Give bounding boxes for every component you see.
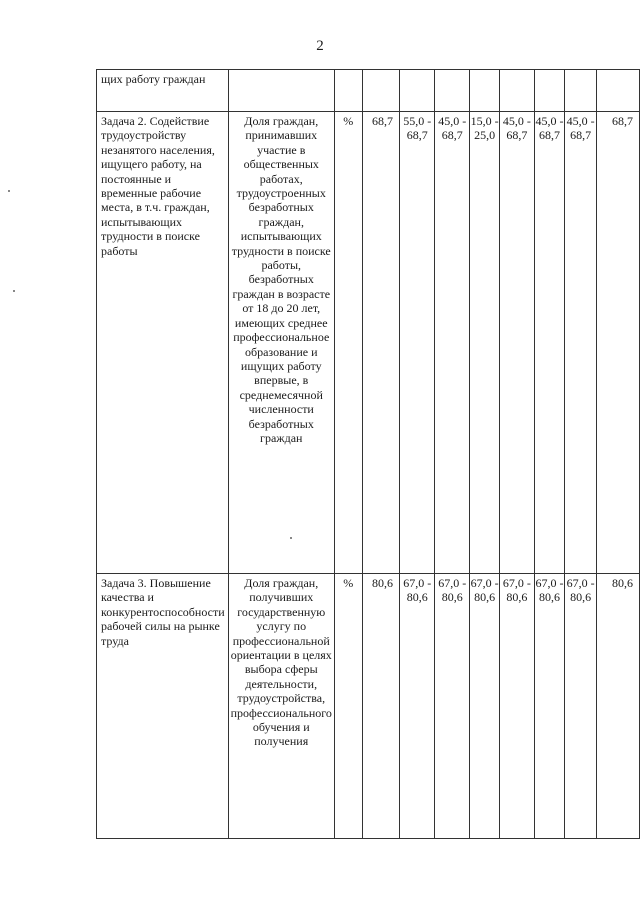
value-cell: 67,0 - 80,6: [565, 574, 597, 839]
scan-speck: [13, 290, 15, 292]
value-cell: 45,0 - 68,7: [435, 112, 470, 574]
value-cell: [362, 70, 400, 112]
value-cell: [596, 70, 639, 112]
value-cell: 67,0 - 80,6: [534, 574, 565, 839]
value-cell: [500, 70, 535, 112]
indicator-cell: Доля граждан, принимавших участие в общественных работах, трудоустроенных безработных граждан, испытывающих трудности в поиске работы, безработных граждан в возрасте от 18 до 20 лет, имеющих среднее профессиональное образование и ищущих работу впервые, в среднемесячной численности безработных граждан: [228, 112, 334, 574]
scan-speck: [8, 190, 10, 192]
value-cell: 67,0 - 80,6: [435, 574, 470, 839]
page-number: 2: [316, 38, 324, 54]
indicators-table: [96, 69, 640, 839]
value-cell: 67,0 - 80,6: [470, 574, 500, 839]
unit-cell: [334, 70, 362, 112]
value-cell: 80,6: [596, 574, 639, 839]
value-cell: 15,0 - 25,0: [470, 112, 500, 574]
scan-speck: [290, 537, 292, 539]
value-cell: 45,0 - 68,7: [565, 112, 597, 574]
value-cell: [565, 70, 597, 112]
table-row: [97, 70, 640, 112]
value-cell: 68,7: [362, 112, 400, 574]
task-cell: Задача 2. Содействие трудоустройству незанятого населения, ищущего работу, на постоянные и временные рабочие места, в т.ч. граждан, испытывающих трудности в поиске работы: [97, 112, 229, 574]
unit-cell: %: [334, 574, 362, 839]
task-cell: щих работу граждан: [97, 70, 229, 112]
value-cell: 68,7: [596, 112, 639, 574]
value-cell: 67,0 - 80,6: [500, 574, 535, 839]
value-cell: 55,0 - 68,7: [400, 112, 435, 574]
value-cell: 80,6: [362, 574, 400, 839]
unit-cell: %: [334, 112, 362, 574]
value-cell: [435, 70, 470, 112]
value-cell: 67,0 - 80,6: [400, 574, 435, 839]
indicator-cell: Доля граждан, получивших государственную услугу по профессиональной ориентации в целях выбора сферы деятельности, трудоустройства, профессионального обучения и получения: [228, 574, 334, 839]
table-row: [97, 112, 640, 574]
value-cell: [470, 70, 500, 112]
value-cell: 45,0 - 68,7: [500, 112, 535, 574]
value-cell: 45,0 - 68,7: [534, 112, 565, 574]
value-cell: [400, 70, 435, 112]
indicator-cell: [228, 70, 334, 112]
task-cell: Задача 3. Повышение качества и конкурентоспособности рабочей силы на рынке труда: [97, 574, 229, 839]
table-row: [97, 574, 640, 839]
value-cell: [534, 70, 565, 112]
